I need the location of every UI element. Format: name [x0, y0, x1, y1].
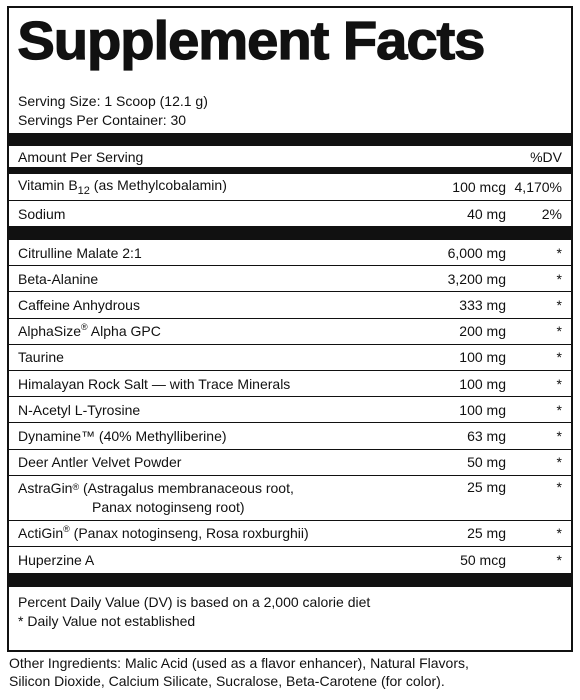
ingredient-amount: 100 mg	[459, 375, 506, 392]
ingredient-name: Caffeine Anhydrous	[18, 296, 140, 313]
ingredient-row	[9, 450, 571, 476]
star-footnote: * Daily Value not established	[18, 613, 196, 630]
panel-title: Supplement Facts	[17, 11, 485, 71]
ingredient-name: Huperzine A	[18, 551, 95, 568]
ingredient-dv: *	[556, 454, 562, 471]
ingredient-name: AstraGin® (Astragalus membranaceous root, Panax notoginseng root)	[18, 479, 294, 515]
serving-size: Serving Size: 1 Scoop (12.1 g)	[18, 93, 208, 109]
other-ingredients-line: Other Ingredients: Malic Acid (used as a flavor enhancer), Natural Flavors,	[9, 655, 469, 671]
ingredient-name: Citrulline Malate 2:1	[18, 244, 142, 261]
ingredient-amount: 25 mg	[467, 478, 506, 495]
ingredient-amount: 50 mcg	[460, 551, 506, 568]
dv-footnote: Percent Daily Value (DV) is based on a 2,000 calorie diet	[18, 594, 371, 611]
other-ingredients	[7, 654, 575, 690]
servings-per-container: Servings Per Container: 30	[18, 112, 187, 128]
ingredient-dv: *	[556, 427, 562, 444]
ingredient-amount: 6,000 mg	[447, 244, 506, 261]
ingredient-dv: *	[556, 349, 562, 366]
ingredient-amount: 100 mg	[459, 349, 506, 366]
ingredient-dv: *	[556, 551, 562, 568]
vitamin-dv: 4,170%	[514, 179, 562, 195]
thick-divider	[9, 133, 571, 146]
ingredient-row	[9, 319, 571, 345]
ingredient-amount: 3,200 mg	[447, 270, 506, 287]
ingredient-amount: 63 mg	[467, 427, 506, 444]
ingredient-amount: 50 mg	[467, 454, 506, 471]
thick-divider	[9, 573, 571, 587]
ingredient-dv: *	[556, 401, 562, 418]
ingredient-row	[9, 547, 571, 573]
vitamin-amount: 100 mcg	[452, 179, 506, 195]
amount-header-row	[9, 146, 571, 168]
ingredient-name: N-Acetyl L-Tyrosine	[18, 401, 141, 418]
ingredient-dv: *	[556, 375, 562, 392]
ingredient-name: Dynamine™ (40% Methylliberine)	[18, 427, 227, 444]
ingredient-name: Beta-Alanine	[18, 270, 99, 287]
dv-header-label: %DV	[530, 148, 562, 165]
amount-per-serving-label: Amount Per Serving	[18, 148, 144, 165]
ingredient-row	[9, 266, 571, 292]
thick-divider	[9, 226, 571, 240]
supplement-facts-panel	[7, 6, 573, 652]
ingredient-list	[9, 240, 571, 573]
ingredient-amount: 25 mg	[467, 525, 506, 542]
ingredient-dv: *	[556, 525, 562, 542]
vitamin-row	[9, 174, 571, 201]
footnotes	[9, 587, 571, 631]
sodium-name: Sodium	[18, 205, 66, 222]
ingredient-dv: *	[556, 478, 562, 495]
sodium-amount: 40 mg	[467, 205, 506, 222]
sodium-row	[9, 201, 571, 226]
ingredient-row	[9, 292, 571, 318]
ingredient-row	[9, 476, 571, 521]
ingredient-name: ActiGin® (Panax notoginseng, Rosa roxburghii)	[18, 524, 309, 542]
ingredient-amount: 100 mg	[459, 401, 506, 418]
sodium-dv: 2%	[541, 205, 562, 222]
ingredient-amount: 200 mg	[459, 323, 506, 340]
ingredient-row	[9, 397, 571, 423]
ingredient-row	[9, 240, 571, 266]
ingredient-dv: *	[556, 270, 562, 287]
ingredient-name: AlphaSize® Alpha GPC	[18, 322, 161, 340]
ingredient-name: Deer Antler Velvet Powder	[18, 454, 182, 471]
ingredient-row	[9, 423, 571, 449]
ingredient-row	[9, 371, 571, 397]
ingredient-row	[9, 345, 571, 371]
ingredient-amount: 333 mg	[459, 296, 506, 313]
ingredient-name: Himalayan Rock Salt — with Trace Minerals	[18, 375, 291, 392]
other-ingredients-line: Silicon Dioxide, Calcium Silicate, Sucralose, Beta-Carotene (for color).	[9, 673, 445, 689]
ingredient-dv: *	[556, 296, 562, 313]
ingredient-dv: *	[556, 323, 562, 340]
ingredient-row	[9, 521, 571, 547]
vitamin-name: Vitamin $B_{12}$ (as Methylcobalamin)	[18, 177, 227, 197]
ingredient-name: Taurine	[18, 349, 64, 366]
ingredient-dv: *	[556, 244, 562, 261]
